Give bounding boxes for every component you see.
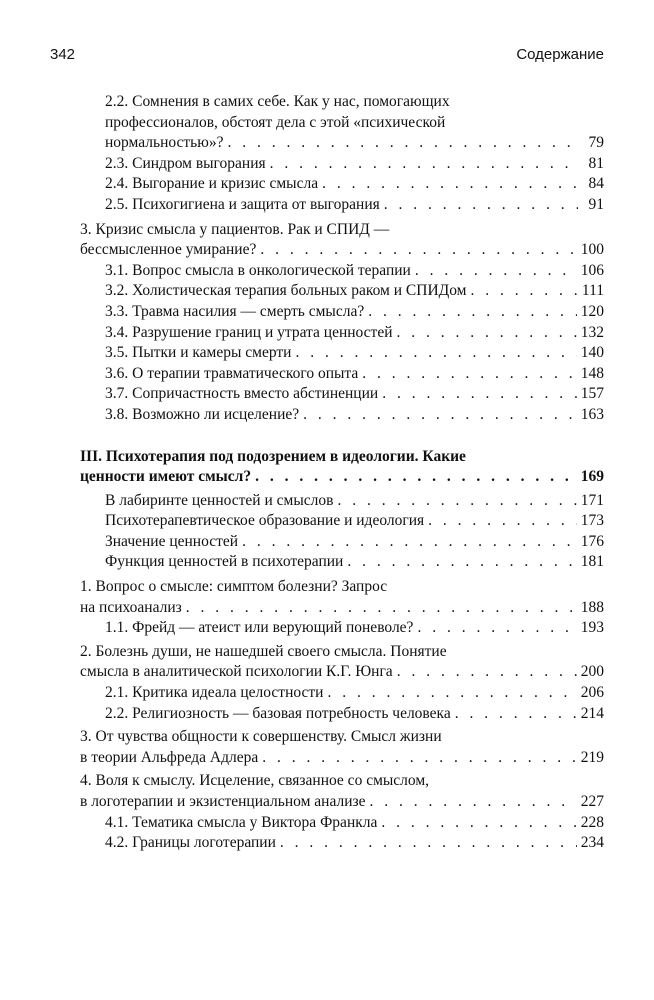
toc-entry-row xyxy=(80,662,604,683)
table-of-contents xyxy=(0,92,654,854)
toc-entry-title: в теории Альфреда Адлера xyxy=(80,748,259,766)
toc-entry-row xyxy=(105,261,604,282)
toc-entry-row xyxy=(80,598,604,619)
toc-entry xyxy=(80,771,604,812)
toc-entry-line: 3. Кризис смысла у пациентов. Рак и СПИД — xyxy=(80,220,390,238)
toc-entry xyxy=(105,532,604,553)
toc-page-number: 148 xyxy=(580,364,604,382)
toc-entry xyxy=(105,343,604,364)
toc-entry-line: III. Психотерапия под подозрением в идеологии. Какие xyxy=(80,447,466,465)
dot-leader xyxy=(397,323,577,344)
dot-leader xyxy=(415,261,577,282)
running-title: Содержание xyxy=(516,46,604,63)
toc-page-number: 200 xyxy=(580,663,604,681)
toc-entry-title: 3.5. Пытки и камеры смерти xyxy=(105,344,292,362)
toc-entry-title: смысла в аналитической психологии К.Г. Юнга xyxy=(80,663,393,681)
toc-entry-line: 1. Вопрос о смысле: симптом болезни? Запрос xyxy=(80,578,388,596)
dot-leader xyxy=(260,240,576,261)
toc-entry xyxy=(105,552,604,573)
toc-entry-row xyxy=(105,323,604,344)
toc-page-number: 171 xyxy=(580,491,604,509)
toc-entry-title: 4.2. Границы логотерапии xyxy=(105,834,276,852)
toc-entry xyxy=(105,154,604,175)
dot-leader xyxy=(242,532,577,553)
toc-entry xyxy=(105,704,604,725)
dot-leader xyxy=(270,154,578,175)
toc-entry-row xyxy=(105,491,604,512)
toc-entry-row xyxy=(105,384,604,405)
toc-entry-line: 2.2. Сомнения в самих себе. Как у нас, помогающих xyxy=(105,93,450,110)
toc-entry-row xyxy=(105,813,604,834)
toc-entry xyxy=(105,195,604,216)
toc-page-number: 163 xyxy=(580,405,604,423)
toc-page-number: 181 xyxy=(580,553,604,571)
toc-entry xyxy=(105,364,604,385)
toc-page-number: 227 xyxy=(580,793,604,810)
toc-page-number: 173 xyxy=(580,512,604,530)
toc-page-number: 79 xyxy=(588,134,604,152)
toc-entry-row xyxy=(105,195,604,216)
toc-page-number: 140 xyxy=(580,344,604,362)
toc-entry-title: 2.3. Синдром выгорания xyxy=(105,154,266,172)
toc-entry-title: ценности имеют смысл? xyxy=(80,468,252,486)
toc-entry-title: 3.6. О терапии травматического опыта xyxy=(105,364,359,382)
toc-entry-title: 4.1. Тематика смысла у Виктора Франкла xyxy=(105,813,378,831)
dot-leader xyxy=(255,467,577,488)
toc-entry-row xyxy=(105,405,604,426)
toc-entry-row xyxy=(105,552,604,573)
toc-page-number: 100 xyxy=(580,241,604,259)
toc-entry-row xyxy=(105,133,604,154)
dot-leader xyxy=(262,748,577,769)
toc-entry-title: в логотерапии и экзистенциальном анализе xyxy=(80,793,366,810)
toc-entry-title: Значение ценностей xyxy=(105,532,239,550)
dot-leader xyxy=(370,792,577,813)
running-header xyxy=(0,46,654,68)
toc-page-number: 91 xyxy=(588,195,604,213)
dot-leader xyxy=(417,618,576,639)
toc-entry-row xyxy=(105,618,604,639)
toc-page-number: 176 xyxy=(580,532,604,550)
dot-leader xyxy=(347,552,576,573)
toc-entry xyxy=(80,727,604,768)
toc-entry xyxy=(105,261,604,282)
toc-entry xyxy=(80,220,604,261)
toc-entry-title: 3.1. Вопрос смысла в онкологической терапии xyxy=(105,261,411,279)
toc-entry-title: 3.8. Возможно ли исцеление? xyxy=(105,405,300,423)
toc-page-number: 84 xyxy=(588,175,604,193)
toc-entry-row xyxy=(105,302,604,323)
dot-leader xyxy=(303,405,577,426)
toc-entry-title: 3.7. Сопричастность вместо абстиненции xyxy=(105,385,379,403)
toc-entry-title: 2.2. Религиозность — базовая потребность человека xyxy=(105,704,451,722)
toc-entry xyxy=(105,281,604,302)
toc-entry-row xyxy=(80,748,604,769)
toc-entry-line: профессионалов, обстоят дела с этой «психической xyxy=(105,113,446,131)
toc-page-number: 234 xyxy=(580,834,604,852)
toc-page-number: 132 xyxy=(580,323,604,341)
toc-page-number: 157 xyxy=(580,385,604,403)
toc-entry-title: нормальностью»? xyxy=(105,134,224,152)
toc-page-number: 111 xyxy=(581,282,604,300)
dot-leader xyxy=(362,364,576,385)
toc-entry xyxy=(105,405,604,426)
toc-entry-row xyxy=(105,154,604,175)
toc-page-number: 169 xyxy=(580,468,604,486)
dot-leader xyxy=(186,598,577,619)
toc-entry-row xyxy=(105,343,604,364)
toc-entry-title: 1.1. Фрейд — атеист или верующий поневоле? xyxy=(105,619,414,637)
toc-entry xyxy=(80,642,604,683)
toc-entry-title: бессмысленное умирание? xyxy=(80,241,257,259)
toc-entry-row xyxy=(105,364,604,385)
dot-leader xyxy=(384,195,578,216)
toc-entry-title: 2.4. Выгорание и кризис смысла xyxy=(105,175,319,193)
toc-entry-row xyxy=(80,792,604,813)
dot-leader xyxy=(455,704,577,725)
dot-leader xyxy=(295,343,576,364)
dot-leader xyxy=(337,491,576,512)
dot-leader xyxy=(397,662,577,683)
toc-entry-title: Психотерапевтическое образование и идеология xyxy=(105,512,425,530)
toc-page-number: 206 xyxy=(580,684,604,702)
dot-leader xyxy=(227,133,578,154)
toc-page-number: 214 xyxy=(580,704,604,722)
toc-entry-title: 2.5. Психогигиена и защита от выгорания xyxy=(105,195,380,213)
toc-entry xyxy=(105,174,604,195)
toc-entry-row xyxy=(105,174,604,195)
dot-leader xyxy=(322,174,578,195)
dot-leader xyxy=(470,281,577,302)
toc-entry-row xyxy=(80,240,604,261)
toc-entry-title: на психоанализ xyxy=(80,598,182,616)
toc-entry xyxy=(105,618,604,639)
toc-entry-title: 3.4. Разрушение границ и утрата ценностей xyxy=(105,323,393,341)
toc-page-number: 106 xyxy=(580,261,604,279)
page-number: 342 xyxy=(50,46,76,63)
toc-entry-title: В лабиринте ценностей и смыслов xyxy=(105,491,334,509)
toc-entry-row xyxy=(105,683,604,704)
toc-entry xyxy=(80,577,604,618)
dot-leader xyxy=(428,511,577,532)
toc-entry-row xyxy=(105,281,604,302)
toc-entry-title: 3.2. Холистическая терапия больных раком и СПИДом xyxy=(105,282,467,300)
dot-leader xyxy=(381,813,576,834)
dot-leader xyxy=(368,302,577,323)
dot-leader xyxy=(382,384,577,405)
toc-page-number: 188 xyxy=(580,598,604,616)
toc-entry xyxy=(105,833,604,854)
toc-entry-row xyxy=(105,532,604,553)
toc-entry-title: 3.3. Травма насилия — смерть смысла? xyxy=(105,302,365,320)
toc-entry xyxy=(105,683,604,704)
toc-entry-row xyxy=(105,833,604,854)
toc-entry xyxy=(105,384,604,405)
toc-page-number: 81 xyxy=(588,154,604,172)
toc-entry xyxy=(105,813,604,834)
toc-page-number: 193 xyxy=(580,619,604,637)
toc-entry xyxy=(105,511,604,532)
toc-entry-row xyxy=(80,467,604,488)
toc-entry-row xyxy=(105,704,604,725)
toc-page-number: 228 xyxy=(580,813,604,831)
toc-entry-title: 2.1. Критика идеала целостности xyxy=(105,684,324,702)
toc-entry xyxy=(80,447,604,488)
toc-entry-line: 4. Воля к смыслу. Исцеление, связанное со смыслом, xyxy=(80,772,430,790)
toc-entry-row xyxy=(105,511,604,532)
toc-entry xyxy=(105,92,604,154)
toc-entry-title: Функция ценностей в психотерапии xyxy=(105,553,344,571)
toc-entry xyxy=(105,302,604,323)
toc-entry-line: 3. От чувства общности к совершенству. Смысл жизни xyxy=(80,728,442,746)
toc-page-number: 120 xyxy=(580,302,604,320)
toc-page-number: 219 xyxy=(580,748,604,766)
toc-entry xyxy=(105,491,604,512)
toc-entry-line: 2. Болезнь души, не нашедшей своего смысла. Понятие xyxy=(80,642,447,660)
dot-leader xyxy=(327,683,576,704)
dot-leader xyxy=(280,833,577,854)
toc-entry xyxy=(105,323,604,344)
